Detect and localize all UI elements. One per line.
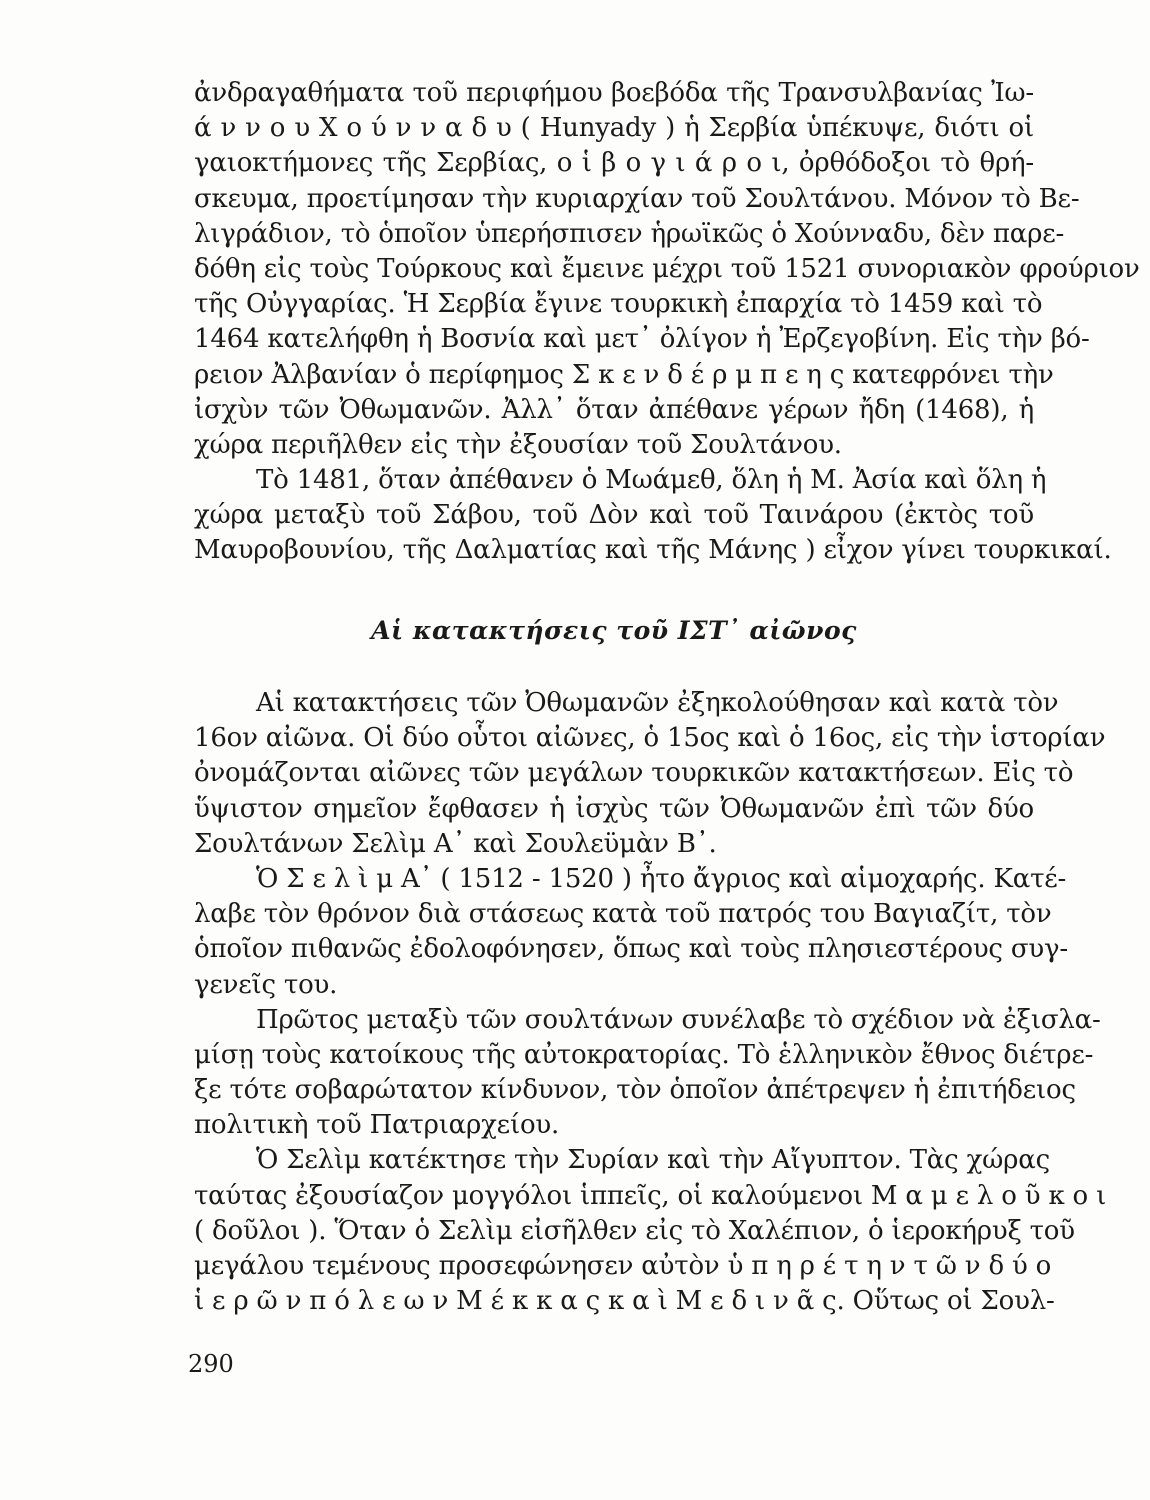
- text-line: σκευμα, προετίμησαν τὴν κυριαρχίαν τοῦ Σουλτάνου. Μόνον τὸ Βε-: [194, 183, 1080, 214]
- text-line: ἰσχὺν τῶν Ὀθωμανῶν. Ἀλλ᾽ ὅταν ἀπέθανε γέρων ἤδη (1468), ἡ: [194, 394, 1034, 425]
- text-line: Τὸ 1481, ὅταν ἀπέθανεν ὁ Μωάμεθ, ὅλη ἡ Μ. Ἀσία καὶ ὅλη ἡ: [256, 465, 1047, 496]
- text-line: μίσῃ τοὺς κατοίκους τῆς αὐτοκρατορίας. Τὸ ἑλληνικὸν ἔθνος διέτρε-: [194, 1039, 1094, 1070]
- text-line: γαιοκτήμονες τῆς Σερβίας, ο ἱ β ο γ ι ά ρ ο ι, ὀρθόδοξοι τὸ θρή-: [194, 148, 1034, 179]
- text-line: ά ν ν ο υ Χ ο ύ ν ν α δ υ ( Hunyady ) ἡ Σερβία ὑπέκυψε, διότι οἱ: [194, 113, 1034, 144]
- text-line: Ὁ Σελὶμ κατέκτησε τὴν Συρίαν καὶ τὴν Αἴγυπτον. Τὰς χώρας: [256, 1145, 1050, 1176]
- text-line: Αἱ κατακτήσεις τῶν Ὀθωμανῶν ἐξηκολούθησαν καὶ κατὰ τὸν: [256, 688, 1059, 718]
- text-line: ( δοῦλοι ). Ὅταν ὁ Σελὶμ εἰσῆλθεν εἰς τὸ Χαλέπιον, ὁ ἱεροκήρυξ τοῦ: [194, 1215, 1075, 1246]
- text-line: χώρα μεταξὺ τοῦ Σάβου, τοῦ Δὸν καὶ τοῦ Ταινάρου (ἐκτὸς τοῦ: [194, 500, 1034, 531]
- text-line: ταύτας ἐξουσίαζον μογγόλοι ἱππεῖς, οἱ καλούμενοι Μ α μ ε λ ο ῦ κ ο ι: [194, 1180, 1107, 1211]
- text-line: λαβε τὸν θρόνον διὰ στάσεως κατὰ τοῦ πατρός του Βαγιαζίτ, τὸν: [194, 899, 1052, 930]
- text-line: μεγάλου τεμένους προσεφώνησεν αὐτὸν ὑ π η ρ έ τ η ν τ ῶ ν δ ύ ο: [194, 1251, 1052, 1281]
- text-line: ξε τότε σοβαρώτατον κίνδυνον, τὸν ὁποῖον ἀπέτρεψεν ἡ ἐπιτήδειος: [194, 1075, 1076, 1106]
- page-number: 290: [188, 1350, 234, 1378]
- text-line: Σουλτάνων Σελὶμ Α᾽ καὶ Σουλεϋμὰν Β᾽.: [194, 828, 717, 859]
- text-line: δόθη εἰς τοὺς Τούρκους καὶ ἔμεινε μέχρι τοῦ 1521 συνοριακὸν φρούριον: [194, 253, 1140, 284]
- paragraph-block-balkans: [194, 76, 1140, 569]
- text-line: τῆς Οὐγγαρίας. Ἡ Σερβία ἔγινε τουρκικὴ ἐπαρχία τὸ 1459 καὶ τὸ: [194, 289, 1043, 320]
- text-line: 16ον αἰῶνα. Οἱ δύο οὗτοι αἰῶνες, ὁ 15ος καὶ ὁ 16ος, εἰς τὴν ἱστορίαν: [194, 723, 1106, 754]
- text-line: ἱ ε ρ ῶ ν π ό λ ε ω ν Μ έ κ κ α ς κ α ὶ Μ ε δ ι ν ᾶ ς. Οὕτως οἱ Σουλ-: [194, 1286, 1055, 1317]
- text-line: λιγράδιον, τὸ ὁποῖον ὑπερήσπισεν ἡρωϊκῶς ὁ Χούνναδυ, δὲν παρε-: [194, 218, 1065, 249]
- text-line: ὁποῖον πιθανῶς ἐδολοφόνησεν, ὅπως καὶ τοὺς πλησιεστέρους συγ-: [194, 934, 1068, 965]
- text-line: ὀνομάζονται αἰῶνες τῶν μεγάλων τουρκικῶν κατακτήσεων. Εἰς τὸ: [194, 758, 1074, 789]
- text-line: 1464 κατελήφθη ἡ Βοσνία καὶ μετ᾽ ὀλίγον ἡ Ἐρζεγοβίνη. Εἰς τὴν βό-: [194, 324, 1090, 355]
- text-line: ἀνδραγαθήματα τοῦ περιφήμου βοεβόδα τῆς Τρανσυλβανίας Ἰω-: [194, 78, 1034, 108]
- text-line: Μαυροβουνίου, τῆς Δαλματίας καὶ τῆς Μάνης ) εἶχον γίνει τουρκικαί.: [194, 535, 1112, 566]
- text-line: ὕψιστον σημεῖον ἔφθασεν ἡ ἰσχὺς τῶν Ὀθωμανῶν ἐπὶ τῶν δύο: [194, 793, 1034, 824]
- text-line: Ὁ Σ ε λ ὶ μ Α᾽ ( 1512 - 1520 ) ἦτο ἄγριος καὶ αἱμοχαρής. Κατέ-: [256, 863, 1067, 894]
- paragraph-block-16th-century: [194, 686, 1107, 1319]
- section-heading: Αἱ κατακτήσεις τοῦ ΙΣΤ᾽ αἰῶνος: [371, 616, 857, 645]
- text-line: ρειον Ἀλβανίαν ὁ περίφημος Σ κ ε ν δ έ ρ μ π ε η ς κατεφρόνει τὴν: [194, 359, 1054, 390]
- text-line: πολιτικὴ τοῦ Πατριαρχείου.: [194, 1110, 560, 1141]
- text-line: Πρῶτος μεταξὺ τῶν σουλτάνων συνέλαβε τὸ σχέδιον νὰ ἐξισλα-: [256, 1004, 1101, 1035]
- text-line: χώρα περιῆλθεν εἰς τὴν ἐξουσίαν τοῦ Σουλτάνου.: [194, 429, 842, 460]
- text-line: γενεῖς του.: [194, 969, 338, 1000]
